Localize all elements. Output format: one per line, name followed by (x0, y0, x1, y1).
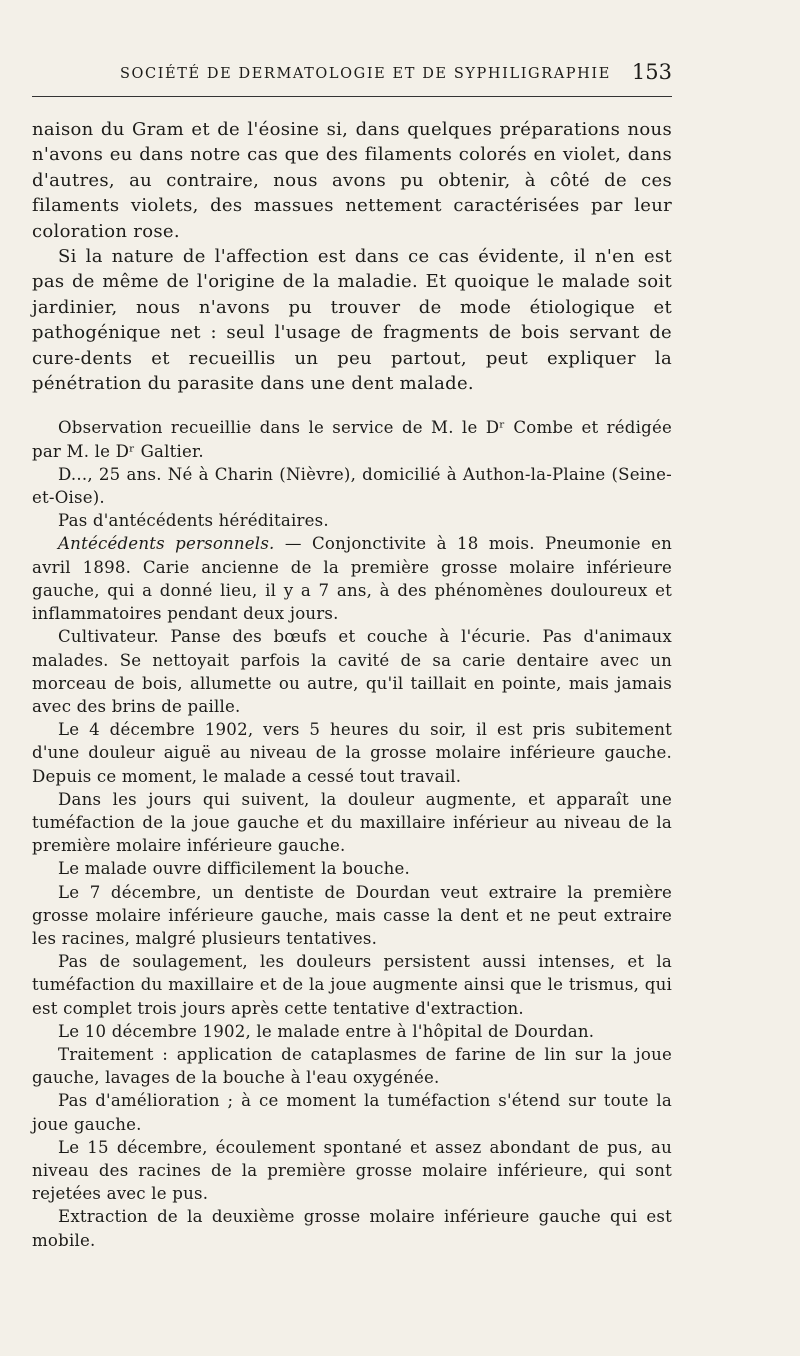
page-number: 153 (631, 60, 672, 84)
hereditary-antecedents: Pas d'antécédents héréditaires. (58, 511, 329, 531)
observation-heading: Observation recueillie dans le service de M. le Dʳ Combe et rédigée par M. le Dʳ Galtier. (32, 418, 672, 461)
observation-paragraph: Cultivateur. Panse des bœufs et couche à l'écurie. Pas d'animaux malades. Se nettoyait parfois la cavité de sa carie dentaire avec un morceau de bois, allumette ou autre, qu'il taillait en pointe, mais jamais avec des brins de paille. (32, 627, 672, 716)
running-header (32, 60, 672, 97)
personal-antecedents-label: Antécédents personnels. (58, 534, 275, 554)
observation-paragraph: Le 7 décembre, un dentiste de Dourdan veut extraire la première grosse molaire inférieure gauche, mais casse la dent et ne peut extraire les racines, malgré plusieurs tentatives. (32, 882, 672, 948)
document-page (32, 60, 672, 1252)
paragraph: Si la nature de l'affection est dans ce cas évidente, il n'en est pas de même de l'origine de la maladie. Et quoique le malade soit jardinier, nous n'avons pu trouver de mode étiologique et pathogénique net : seul l'usage de fragments de bois servant de cure-dents et recueillis un peu partout, peut expliquer la pénétration du parasite dans une dent malade. (32, 246, 672, 395)
personal-antecedents-text: — Conjonctivite à 18 mois. Pneumonie en avril 1898. Carie ancienne de la première grosse molaire inférieure gauche, qui a donné lieu, il y a 7 ans, à des phénomènes douloureux et inflammatoires pendant deux jours. (32, 534, 673, 624)
observation-paragraph: Extraction de la deuxième grosse molaire inférieure gauche qui est mobile. (32, 1207, 672, 1250)
observation-paragraph: Pas de soulagement, les douleurs persistent aussi intenses, et la tuméfaction du maxillaire et de la joue augmente ainsi que le trismus, qui est complet trois jours après cette tentative d'extraction. (32, 952, 672, 1018)
observation-paragraph: Dans les jours qui suivent, la douleur augmente, et apparaît une tuméfaction de la joue gauche et du maxillaire inférieur au niveau de la première molaire inférieure gauche. (32, 789, 672, 856)
observation-paragraph: Pas d'amélioration ; à ce moment la tuméfaction s'étend sur toute la joue gauche. (32, 1091, 672, 1134)
running-header-title: SOCIÉTÉ DE DERMATOLOGIE ET DE SYPHILIGRAPHIE (120, 66, 611, 82)
observation-section (32, 416, 672, 1251)
observation-paragraph: Le malade ouvre difficilement la bouche. (58, 859, 411, 879)
observation-paragraph: Le 4 décembre 1902, vers 5 heures du soir, il est pris subitement d'une douleur aiguë au niveau de la grosse molaire inférieure gauche. Depuis ce moment, le malade a cessé tout travail. (32, 720, 672, 786)
personal-antecedents (32, 532, 672, 625)
observation-paragraph: Le 15 décembre, écoulement spontané et assez abondant de pus, au niveau des racines de la première grosse molaire inférieure, qui sont rejetées avec le pus. (32, 1137, 672, 1204)
main-text (32, 117, 672, 396)
observation-paragraph: Le 10 décembre 1902, le malade entre à l'hôpital de Dourdan. (58, 1021, 595, 1041)
observation-paragraph: Traitement : application de cataplasmes de farine de lin sur la joue gauche, lavages de la bouche à l'eau oxygénée. (32, 1044, 672, 1088)
patient-identity: D..., 25 ans. Né à Charin (Nièvre), domicilié à Authon-la-Plaine (Seine-et-Oise). (32, 464, 672, 508)
paragraph: naison du Gram et de l'éosine si, dans quelques préparations nous n'avons eu dans notre cas que des filaments colorés en violet, dans d'autres, au contraire, nous avons pu obtenir, à côté de ces filaments violets, des massues nettement caractérisées par leur coloration rose. (32, 119, 672, 242)
